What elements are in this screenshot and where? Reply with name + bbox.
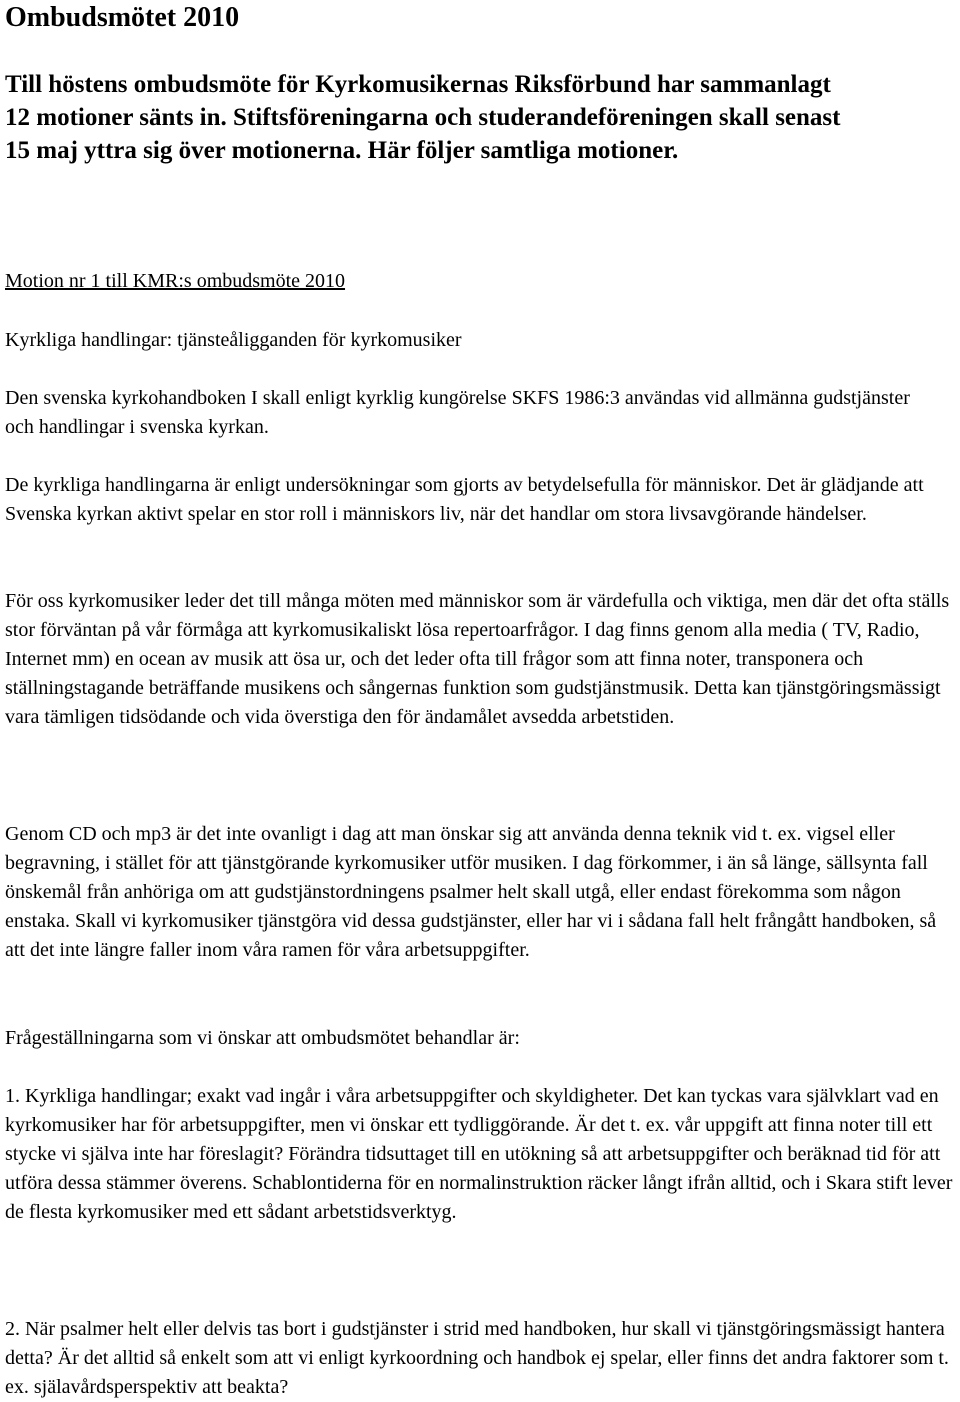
question-2: 2. När psalmer helt eller delvis tas bort i gudstjänster i strid med handboken, hur skall vi tjänstgöringsmässigt hantera detta? Är det alltid så enkelt som att vi enligt kyrkoordning och handbok ej spelar, eller finns det andra faktorer som t. ex. själavårdsperspektiv att beakta? [5,1318,949,1398]
intro-text: Till höstens ombudsmöte för Kyrkomusikernas Riksförbund har sammanlagt 12 motioner sänts in. Stiftsföreningarna och studerandeföreningen skall senast 15 maj yttra sig över motionerna. Här följer samtliga motioner. [5,71,841,164]
question-1: 1. Kyrkliga handlingar; exakt vad ingår i våra arbetsuppgifter och skyldigheter. Det kan tyckas vara självklart vad en kyrkomusiker har för arbetsuppgifter, men vi önskar ett tydliggörande. Är det t. ex. vår uppgift att finna noter till ett stycke vi själva inte har föreslagit? Förändra tidsuttaget till en utökning så att arbetsuppgifter och beräknad tid för att utföra dessa stämmer överens. Schablontiderna för en normalinstruktion räcker långt ifrån alltid, och i Skara stift lever de flesta kyrkomusiker med ett sådant arbetstidsverktyg. [5,1085,953,1223]
paragraph-kyrkohandbok: Den svenska kyrkohandboken I skall enligt kyrklig kungörelse SKFS 1986:3 användas vid allmänna gudstjänster och handlingar i svenska kyrkan. [5,387,910,438]
questions-intro: Frågeställningarna som vi önskar att ombudsmötet behandlar är: [5,1027,520,1049]
motion-heading: Motion nr 1 till KMR:s ombudsmöte 2010 [5,270,346,292]
page-title: Ombudsmötet 2010 [5,2,240,33]
paragraph-repertoar: För oss kyrkomusiker leder det till många möten med människor som är värdefulla och viktiga, men där det ofta ställs stor förväntan på vår förmåga att kyrkomusikaliskt lösa repertoarfrågor. I dag finns genom alla media ( TV, Radio, Internet mm) en ocean av musik att ösa ur, och det leder ofta till frågor som att finna noter, transponera och ställningstagande beträffande musikens och sångernas funktion som gudstjänstmusik. Detta kan tjänstgöringsmässigt vara tämligen tidsödande och vida överstiga den för ändamålet avsedda arbetstiden. [5,590,950,728]
motion-subject: Kyrkliga handlingar: tjänsteåligganden för kyrkomusiker [5,329,462,351]
paragraph-betydelsefulla: De kyrkliga handlingarna är enligt undersökningar som gjorts av betydelsefulla för människor. Det är glädjande att Svenska kyrkan aktivt spelar en stor roll i människors liv, när det handlar om stora livsavgörande händelser. [5,474,924,525]
paragraph-cd-mp3: Genom CD och mp3 är det inte ovanligt i dag att man önskar sig att använda denna teknik vid t. ex. vigsel eller begravning, i stället för att tjänstgörande kyrkomusiker utför musiken. I dag förkommer, i än så länge, sällsynta fall önskemål från anhöriga om att gudstjänstordningens psalmer helt skall utgå, eller endast förekomma som någon enstaka. Skall vi kyrkomusiker tjänstgöra vid dessa gudstjänster, eller har vi i sådana fall helt frångått handboken, så att det inte längre faller inom våra ramen för våra arbetsuppgifter. [5,823,937,961]
